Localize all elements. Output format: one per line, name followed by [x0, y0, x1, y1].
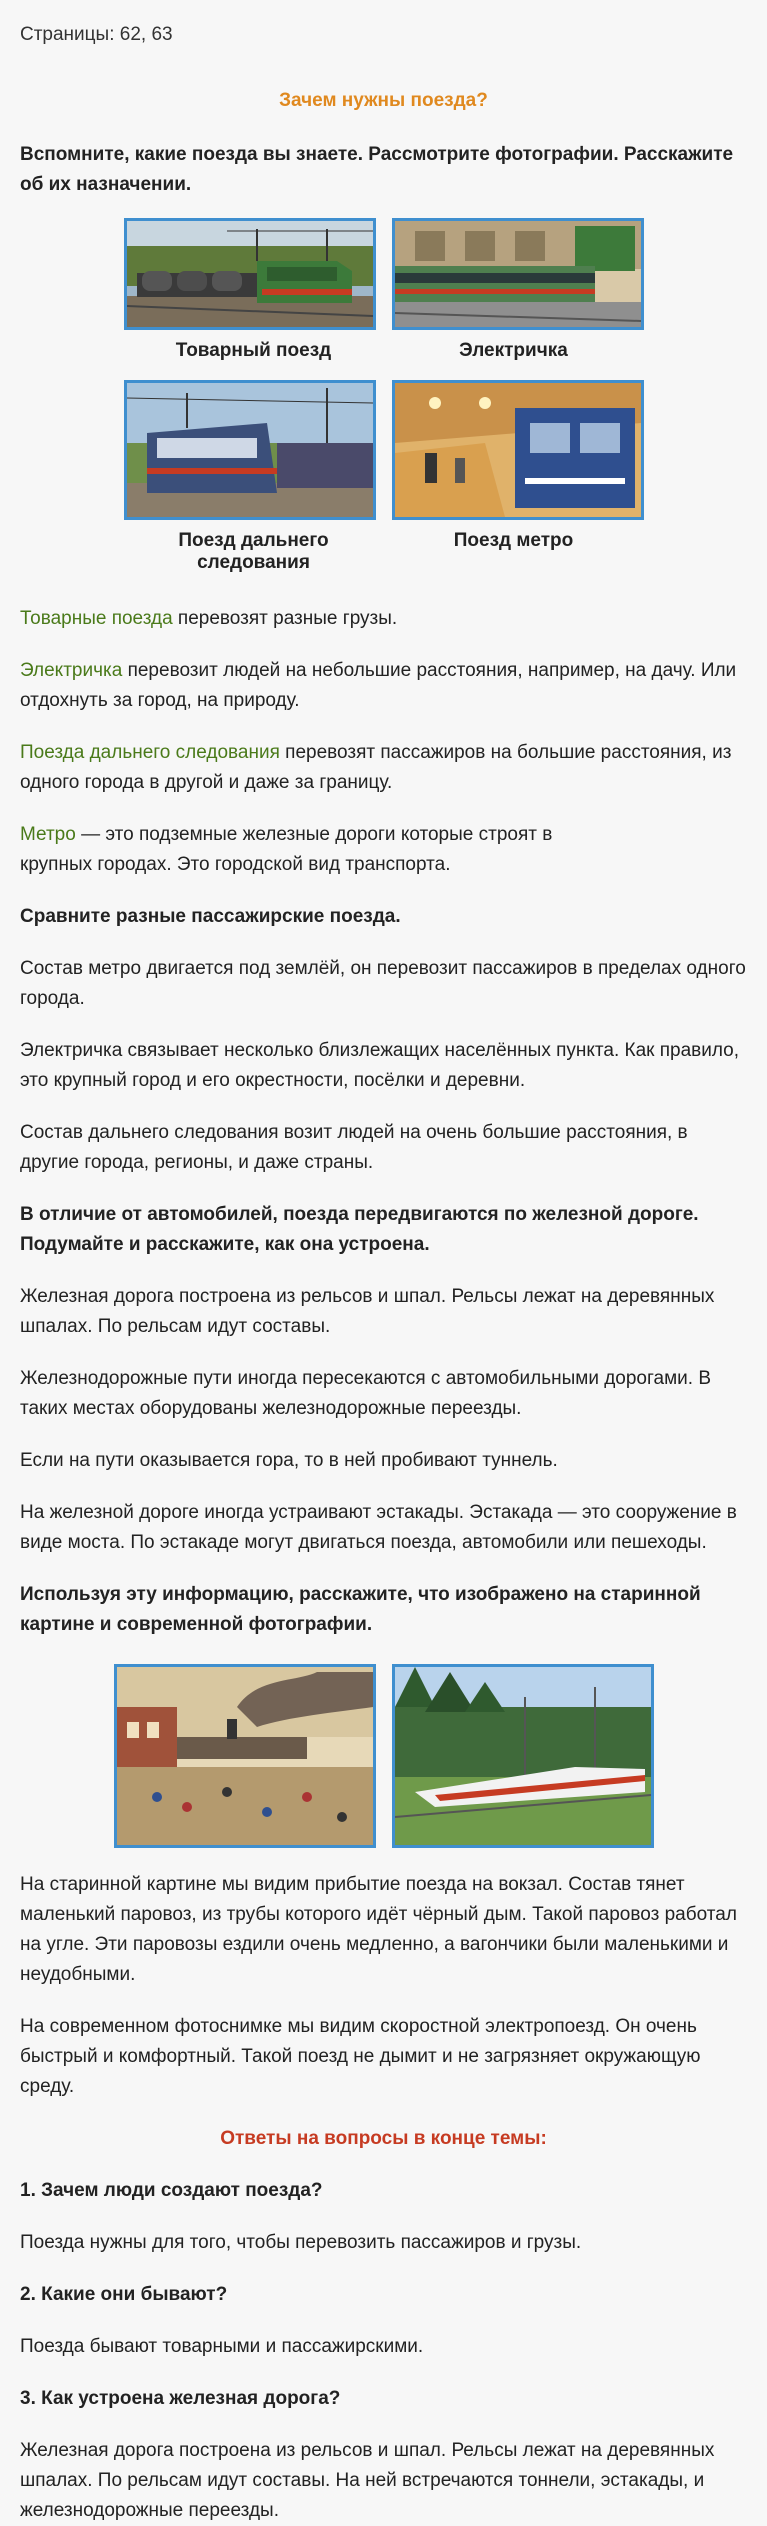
definition-electric: Электричка перевозит людей на небольшие расстояния, например, на дачу. Или отдохнуть за город, на природу.	[20, 660, 737, 711]
electric-train-photo	[392, 218, 644, 330]
article-title: Зачем нужны поезда?	[279, 90, 488, 111]
answers-title: Ответы на вопросы в конце темы:	[220, 2128, 547, 2149]
definition-long-distance: Поезда дальнего следования перевозят пассажиров на большие расстояния, из одного города в другой и даже за границу.	[20, 742, 732, 793]
term-freight: Товарные поезда	[20, 608, 173, 629]
long-distance-train-photo	[124, 380, 376, 520]
road-paragraph: Железнодорожные пути иногда пересекаются с автомобильными дорогами. В таких местах оборудованы железнодорожные переезды.	[20, 1368, 711, 1419]
term-long-distance: Поезда дальнего следования	[20, 742, 280, 763]
compare-question: Сравните разные пассажирские поезда.	[20, 906, 401, 927]
qa-question: 2. Какие они бывают?	[20, 2284, 228, 2305]
caption-long-distance: Поезд дальнего следования	[178, 530, 329, 573]
qa-question: 1. Зачем люди создают поезда?	[20, 2180, 323, 2201]
compare-metro: Состав метро двигается под землёй, он перевозит пассажиров в пределах одного города.	[20, 958, 746, 1009]
road-paragraph: Если на пути оказывается гора, то в ней пробивают туннель.	[20, 1450, 558, 1471]
qa-answer: Поезда нужны для того, чтобы перевозить пассажиров и грузы.	[20, 2232, 582, 2253]
qa-answer: Железная дорога построена из рельсов и шпал. Рельсы лежат на деревянных шпалах. По рельсам идут составы. На ней встречаются тоннели, эстакады, и железнодорожные переезды.	[20, 2440, 715, 2521]
trains-photo-grid	[124, 218, 644, 574]
caption-freight: Товарный поезд	[175, 340, 332, 361]
compare-electric: Электричка связывает несколько близлежащих населённых пункта. Как правило, это крупный город и его окрестности, посёлки и деревни.	[20, 1040, 740, 1091]
old-painting-photo	[114, 1664, 376, 1848]
picture-old: На старинной картине мы видим прибытие поезда на вокзал. Состав тянет маленький паровоз, из трубы которого идёт чёрный дым. Такой паровоз работал на угле. Эти паровозы ездили очень медленно, а вагончики были маленькими и неудобными.	[20, 1874, 737, 1985]
modern-train-photo	[392, 1664, 654, 1848]
picture-new: На современном фотоснимке мы видим скоростной электропоезд. Он очень быстрый и комфортный. Такой поезд не дымит и не загрязняет окружающую среду.	[20, 2016, 701, 2097]
road-question: В отличие от автомобилей, поезда передвигаются по железной дороге. Подумайте и расскажите, как она устроена.	[20, 1204, 699, 1255]
old-new-photo-row	[114, 1664, 654, 1848]
caption-electric: Электричка	[459, 340, 568, 361]
picture-question: Используя эту информацию, расскажите, что изображено на старинной картине и современной фотографии.	[20, 1584, 701, 1635]
intro-question: Вспомните, какие поезда вы знаете. Рассмотрите фотографии. Расскажите об их назначении.	[20, 144, 734, 195]
term-electric: Электричка	[20, 660, 123, 681]
freight-train-photo	[124, 218, 376, 330]
pages-label: Страницы: 62, 63	[20, 24, 173, 45]
definition-metro: Метро — это подземные железные дороги которые строят в крупных городах. Это городской вид транспорта.	[20, 824, 553, 875]
road-paragraph: Железная дорога построена из рельсов и шпал. Рельсы лежат на деревянных шпалах. По рельсам идут составы.	[20, 1286, 715, 1337]
qa-question: 3. Как устроена железная дорога?	[20, 2388, 341, 2409]
definition-freight: Товарные поезда перевозят разные грузы.	[20, 608, 398, 629]
metro-train-photo	[392, 380, 644, 520]
compare-long-distance: Состав дальнего следования возит людей на очень большие расстояния, в другие города, регионы, и даже страны.	[20, 1122, 688, 1173]
caption-metro: Поезд метро	[453, 530, 574, 551]
term-metro: Метро	[20, 824, 76, 845]
qa-answer: Поезда бывают товарными и пассажирскими.	[20, 2336, 424, 2357]
road-paragraph: На железной дороге иногда устраивают эстакады. Эстакада — это сооружение в виде моста. По эстакаде могут двигаться поезда, автомобили или пешеходы.	[20, 1502, 737, 1553]
